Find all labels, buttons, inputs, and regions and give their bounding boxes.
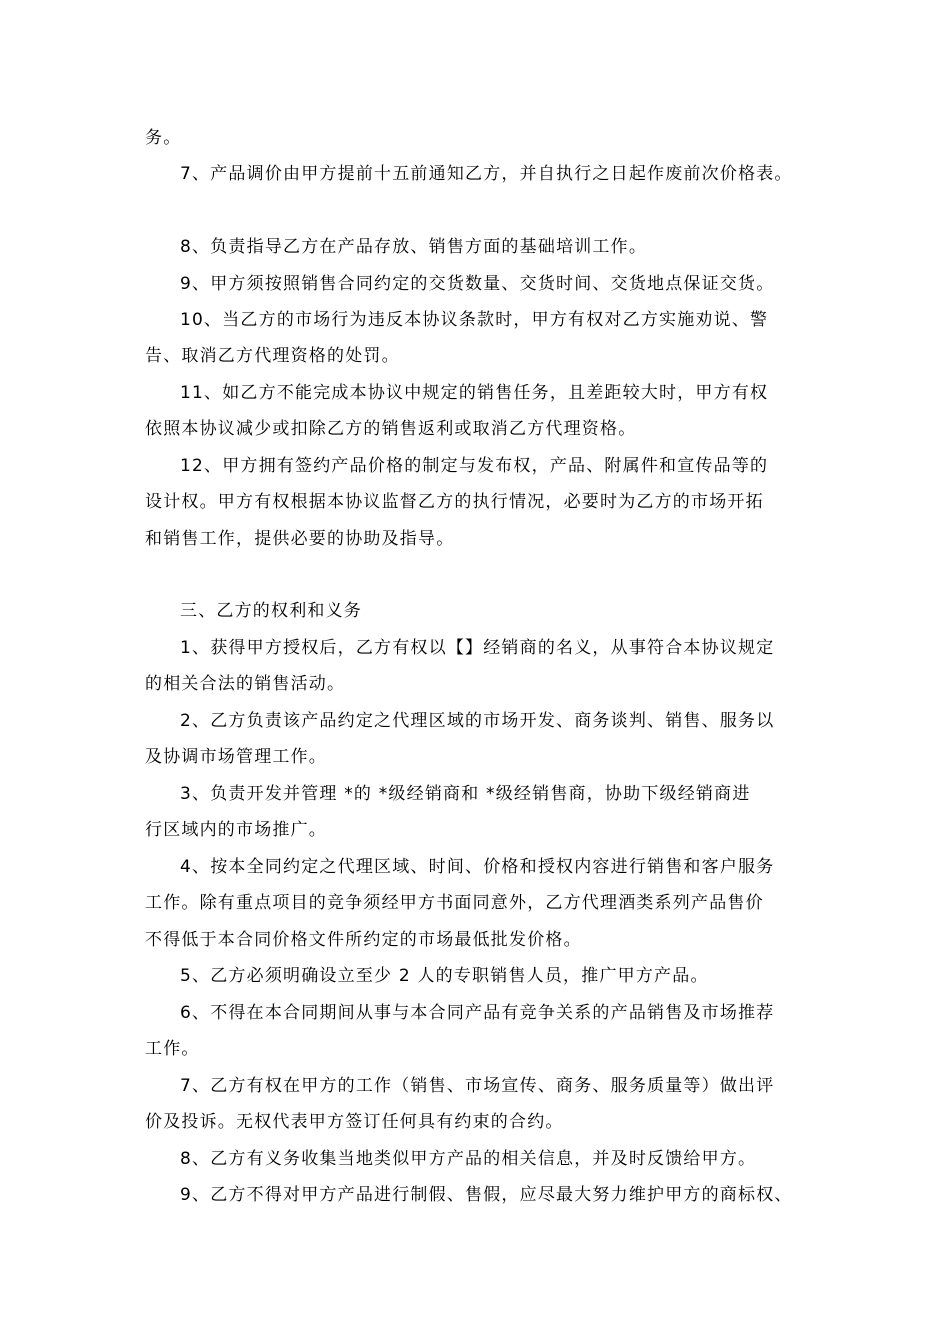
paragraph-line: 工作。除有重点项目的竞争须经甲方书面同意外，乙方代理酒类系列产品售价 (145, 893, 764, 913)
paragraph-line: 2、乙方负责该产品约定之代理区域的市场开发、商务谈判、销售、服务以 (180, 711, 775, 731)
paragraph-line: 9、乙方不得对甲方产品进行制假、售假，应尽最大努力维护甲方的商标权、 (180, 1185, 793, 1205)
paragraph-line: 7、产品调价由甲方提前十五前通知乙方，并自执行之日起作废前次价格表。 (180, 164, 793, 184)
paragraph-line: 11、如乙方不能完成本协议中规定的销售任务，且差距较大时，甲方有权 (180, 383, 769, 403)
paragraph-line: 8、负责指导乙方在产品存放、销售方面的基础培训工作。 (180, 237, 648, 257)
paragraph-line: 价及投诉。无权代表甲方签订任何具有约束的合约。 (145, 1112, 564, 1132)
paragraph-line: 工作。 (145, 1039, 200, 1059)
paragraph-line: 设计权。甲方有权根据本协议监督乙方的执行情况，必要时为乙方的市场开拓 (145, 492, 764, 512)
paragraph-line: 8、乙方有义务收集当地类似甲方产品的相关信息，并及时反馈给甲方。 (180, 1149, 757, 1169)
paragraph-line: 不得低于本合同价格文件所约定的市场最低批发价格。 (145, 930, 582, 950)
paragraph-line: 的相关合法的销售活动。 (145, 674, 346, 694)
paragraph-line: 6、不得在本合同期间从事与本合同产品有竞争关系的产品销售及市场推荐 (180, 1003, 775, 1023)
paragraph-line: 10、当乙方的市场行为违反本协议条款时，甲方有权对乙方实施劝说、警 (180, 310, 769, 330)
paragraph-line: 务。 (145, 128, 182, 148)
paragraph-line: 5、乙方必须明确设立至少 2 人的专职销售人员，推广甲方产品。 (180, 966, 709, 986)
paragraph-line: 3、负责开发并管理 *的 *级经销商和 *级经销售商，协助下级经销商进 (180, 784, 751, 804)
paragraph-line: 和销售工作，提供必要的协助及指导。 (145, 529, 455, 549)
paragraph-line: 9、甲方须按照销售合同约定的交货数量、交货时间、交货地点保证交货。 (180, 274, 775, 294)
paragraph-line: 告、取消乙方代理资格的处罚。 (145, 346, 400, 366)
section-heading: 三、乙方的权利和义务 (180, 601, 362, 621)
paragraph-line: 12、甲方拥有签约产品价格的制定与发布权，产品、附属件和宣传品等的 (180, 456, 769, 476)
paragraph-line: 7、乙方有权在甲方的工作（销售、市场宣传、商务、服务质量等）做出评 (180, 1076, 775, 1096)
paragraph-line: 1、获得甲方授权后，乙方有权以【】经销商的名义，从事符合本协议规定 (180, 638, 775, 658)
paragraph-line: 依照本协议减少或扣除乙方的销售返利或取消乙方代理资格。 (145, 419, 637, 439)
paragraph-line: 行区域内的市场推广。 (145, 820, 327, 840)
paragraph-line: 及协调市场管理工作。 (145, 747, 327, 767)
paragraph-line: 4、按本全同约定之代理区域、时间、价格和授权内容进行销售和客户服务 (180, 857, 775, 877)
